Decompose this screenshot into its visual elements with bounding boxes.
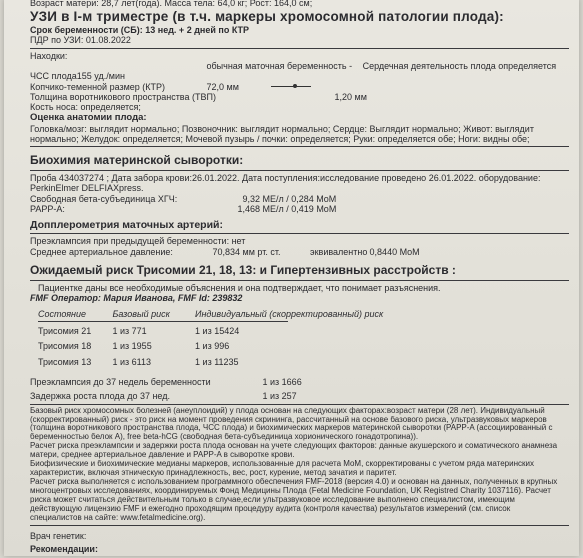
risk-table-header — [38, 309, 569, 319]
pappa-value: 1,468 ME/л / 0,419 MoM — [237, 204, 337, 215]
note-line: многоцентровых исследованиях, координируемых Фонд Медицины Плода (Fetal Medicine Foundation, UK Registred Charity 1037116). Расчет — [30, 487, 551, 496]
divider — [30, 233, 569, 234]
percentile-scale-icon — [271, 83, 311, 91]
condition-name: Трисомия 13 — [38, 356, 92, 367]
patient-summary: Возраст матери: 28,7 лет(года). Масса тела: 64,0 кг; Рост: 164,0 см; — [30, 0, 313, 8]
col-condition: Состояние — [38, 308, 86, 319]
note-line: действующую лицензию FMF и ежегодно проходящим процедуру аудита (контроля качества) результатов измерений (см. список — [30, 505, 511, 514]
note-line: Биофизические и биохимические медианы маркеров, использованные для расчета MoM, скорректированы с учетом ряда материнских — [30, 460, 534, 469]
patient-consent: Пациентке даны все необходимые объяснения и она подтверждает, что понимает разъяснения. — [38, 282, 441, 293]
due-date: ПДР по УЗИ: 01.08.2022 — [30, 35, 131, 46]
recommendations-label: Рекомендации: — [30, 544, 98, 555]
map-value: 70,834 мм рт. ст. — [212, 246, 281, 257]
heart-activity: Сердечная деятельность плода определяется — [362, 60, 557, 71]
hcg-value: 9,32 ME/л / 0,284 MoM — [242, 193, 337, 204]
risk-title: Ожидаемый риск Трисомии 21, 18, 13: и Гипертензивных расстройств : — [30, 264, 456, 278]
fmf-operator: FMF Оператор: Мария Иванова, FMF Id: 239832 — [30, 293, 243, 304]
note-line: характеристик, включая этническую принадлежность, вес, рост, курение, метод зачатия и паритет. — [30, 469, 397, 478]
fgr-value: 1 из 257 — [262, 391, 297, 402]
anatomy-line: нормально; Желудок: определяется; Мочевой пузырь / почки: определяется; Руки: определяется обе; Ноги: видны обе; — [30, 133, 530, 144]
pe-value: 1 из 1666 — [262, 376, 302, 387]
equiv-value: 0,8440 MoM — [369, 246, 420, 257]
doppler-title: Допплерометрия маточных артерий: — [30, 219, 223, 232]
fgr-label: Задержка роста плода до 37 нед. — [30, 391, 170, 402]
individual-risk: 1 из 15424 — [195, 325, 240, 336]
crl-label: Копчико-теменной размер (КТР) — [30, 81, 166, 92]
biochem-title: Биохимия материнской сыворотки: — [30, 154, 244, 168]
doctor-label: Врач генетик: — [30, 530, 87, 541]
note-line: (скорректированный) риск - это риск на момент проведения скрининга, рассчитанный на основе базового риска, ультразвуковых маркеров — [30, 415, 547, 424]
base-risk: 1 из 771 — [112, 325, 147, 336]
condition-name: Трисомия 21 — [38, 325, 92, 336]
individual-risk: 1 из 11235 — [195, 356, 239, 367]
pappa-label: PAPP-A: — [30, 204, 65, 215]
note-line: беременностью белок А), free beta-hCG (свободная бета-субъединица хорионического гонадотропина)). — [30, 433, 419, 442]
crl-value: 72,0 мм — [206, 81, 239, 92]
note-line: Расчет риска преэклампсии и задержки роста плода основан на учете следующих факторов: данные акушерского и соматического анамнеза — [30, 442, 558, 451]
divider — [30, 170, 569, 171]
notes-block — [30, 407, 569, 523]
report-sheet — [4, 0, 579, 556]
table-row — [38, 324, 569, 339]
anatomy-title: Оценка анатомии плода: — [30, 112, 147, 123]
base-risk: 1 из 1955 — [112, 341, 152, 352]
us-title: УЗИ в I-м триместре (в т.ч. маркеры хромосомной патологии плода): — [30, 9, 504, 25]
col-individual-risk: Индивидуальный (скорректированный) риск — [195, 308, 384, 319]
divider — [30, 280, 569, 281]
divider — [30, 48, 569, 49]
risk-table — [30, 309, 569, 370]
crl-row — [30, 82, 569, 92]
findings-label: Находки: — [30, 50, 68, 61]
individual-risk: 1 из 996 — [195, 341, 230, 352]
preeclampsia-history: Преэклампсия при предыдущей беременности: нет — [30, 236, 246, 247]
base-risk: 1 из 6113 — [112, 356, 152, 367]
map-label: Среднее артериальное давление: — [30, 246, 173, 257]
pe-risk-row — [30, 377, 569, 387]
equiv-label: эквивалентно — [310, 246, 368, 257]
fgr-risk-row — [30, 391, 569, 401]
pregnancy-type: обычная маточная беременность - — [206, 60, 353, 71]
gestation-term: Срок беременности (СБ): 13 нед. + 2 дней по КТР — [30, 24, 250, 35]
note-line: специалистов на сайте: www.fetalmedicine.org). — [30, 513, 206, 522]
findings-line — [30, 61, 569, 71]
sample-line: Проба 434037274 ; Дата забора крови:26.01.2022. Дата поступления:исследование проведено 26.01.2022. оборудование: — [30, 173, 541, 184]
table-row — [38, 355, 569, 370]
divider — [30, 404, 569, 405]
divider — [30, 525, 569, 526]
divider — [38, 321, 288, 322]
nt-row — [30, 92, 569, 102]
nt-label: Толщина воротникового пространства (ТВП) — [30, 91, 216, 102]
col-base-risk: Базовый риск — [112, 308, 170, 319]
note-line: Расчет риска выполняется с использованием программного обеспечения FMF-2018 (версия 4.0) и основан на данных, полученных в крупных — [30, 478, 558, 487]
divider — [30, 146, 569, 147]
equipment: PerkinElmer DELFIAXpress. — [30, 183, 144, 194]
note-line: Базовый риск хромосомных болезней (анеуплоидий) у плода основан на следующих факторах:возраст матери (28 лет). Индивидуальный — [30, 406, 545, 415]
hcg-row — [30, 194, 569, 204]
anatomy-line: Головка/мозг: выглядит нормально; Позвоночник: выглядит нормально; Сердце: Выглядит нормально; Живот: выглядит — [30, 123, 534, 134]
map-row — [30, 247, 569, 257]
pe-label: Преэклампсия до 37 недель беременности — [30, 376, 211, 387]
pappa-row — [30, 204, 569, 214]
nt-value: 1,20 мм — [334, 91, 367, 102]
hcg-label: Свободная бета-субъединица ХГЧ: — [30, 193, 178, 204]
note-line: (толщина воротникового пространства плода, ЧСС плода) и биохимических маркеров материнской сыворотки (PAPP-A (ассоциированный с — [30, 424, 553, 433]
note-line: риска может считаться действительным только в случае,если ультразвуковое исследование выполнено специалистом, имеющим — [30, 496, 515, 505]
fetal-heart-rate: ЧСС плода155 уд./мин — [30, 71, 125, 82]
note-line: матери, среднее артериальное давление и PAPP-A в сыворотке крови. — [30, 451, 295, 460]
nasal-bone: Кость носа: определяется; — [30, 102, 141, 113]
condition-name: Трисомия 18 — [38, 341, 92, 352]
table-row — [38, 339, 569, 354]
